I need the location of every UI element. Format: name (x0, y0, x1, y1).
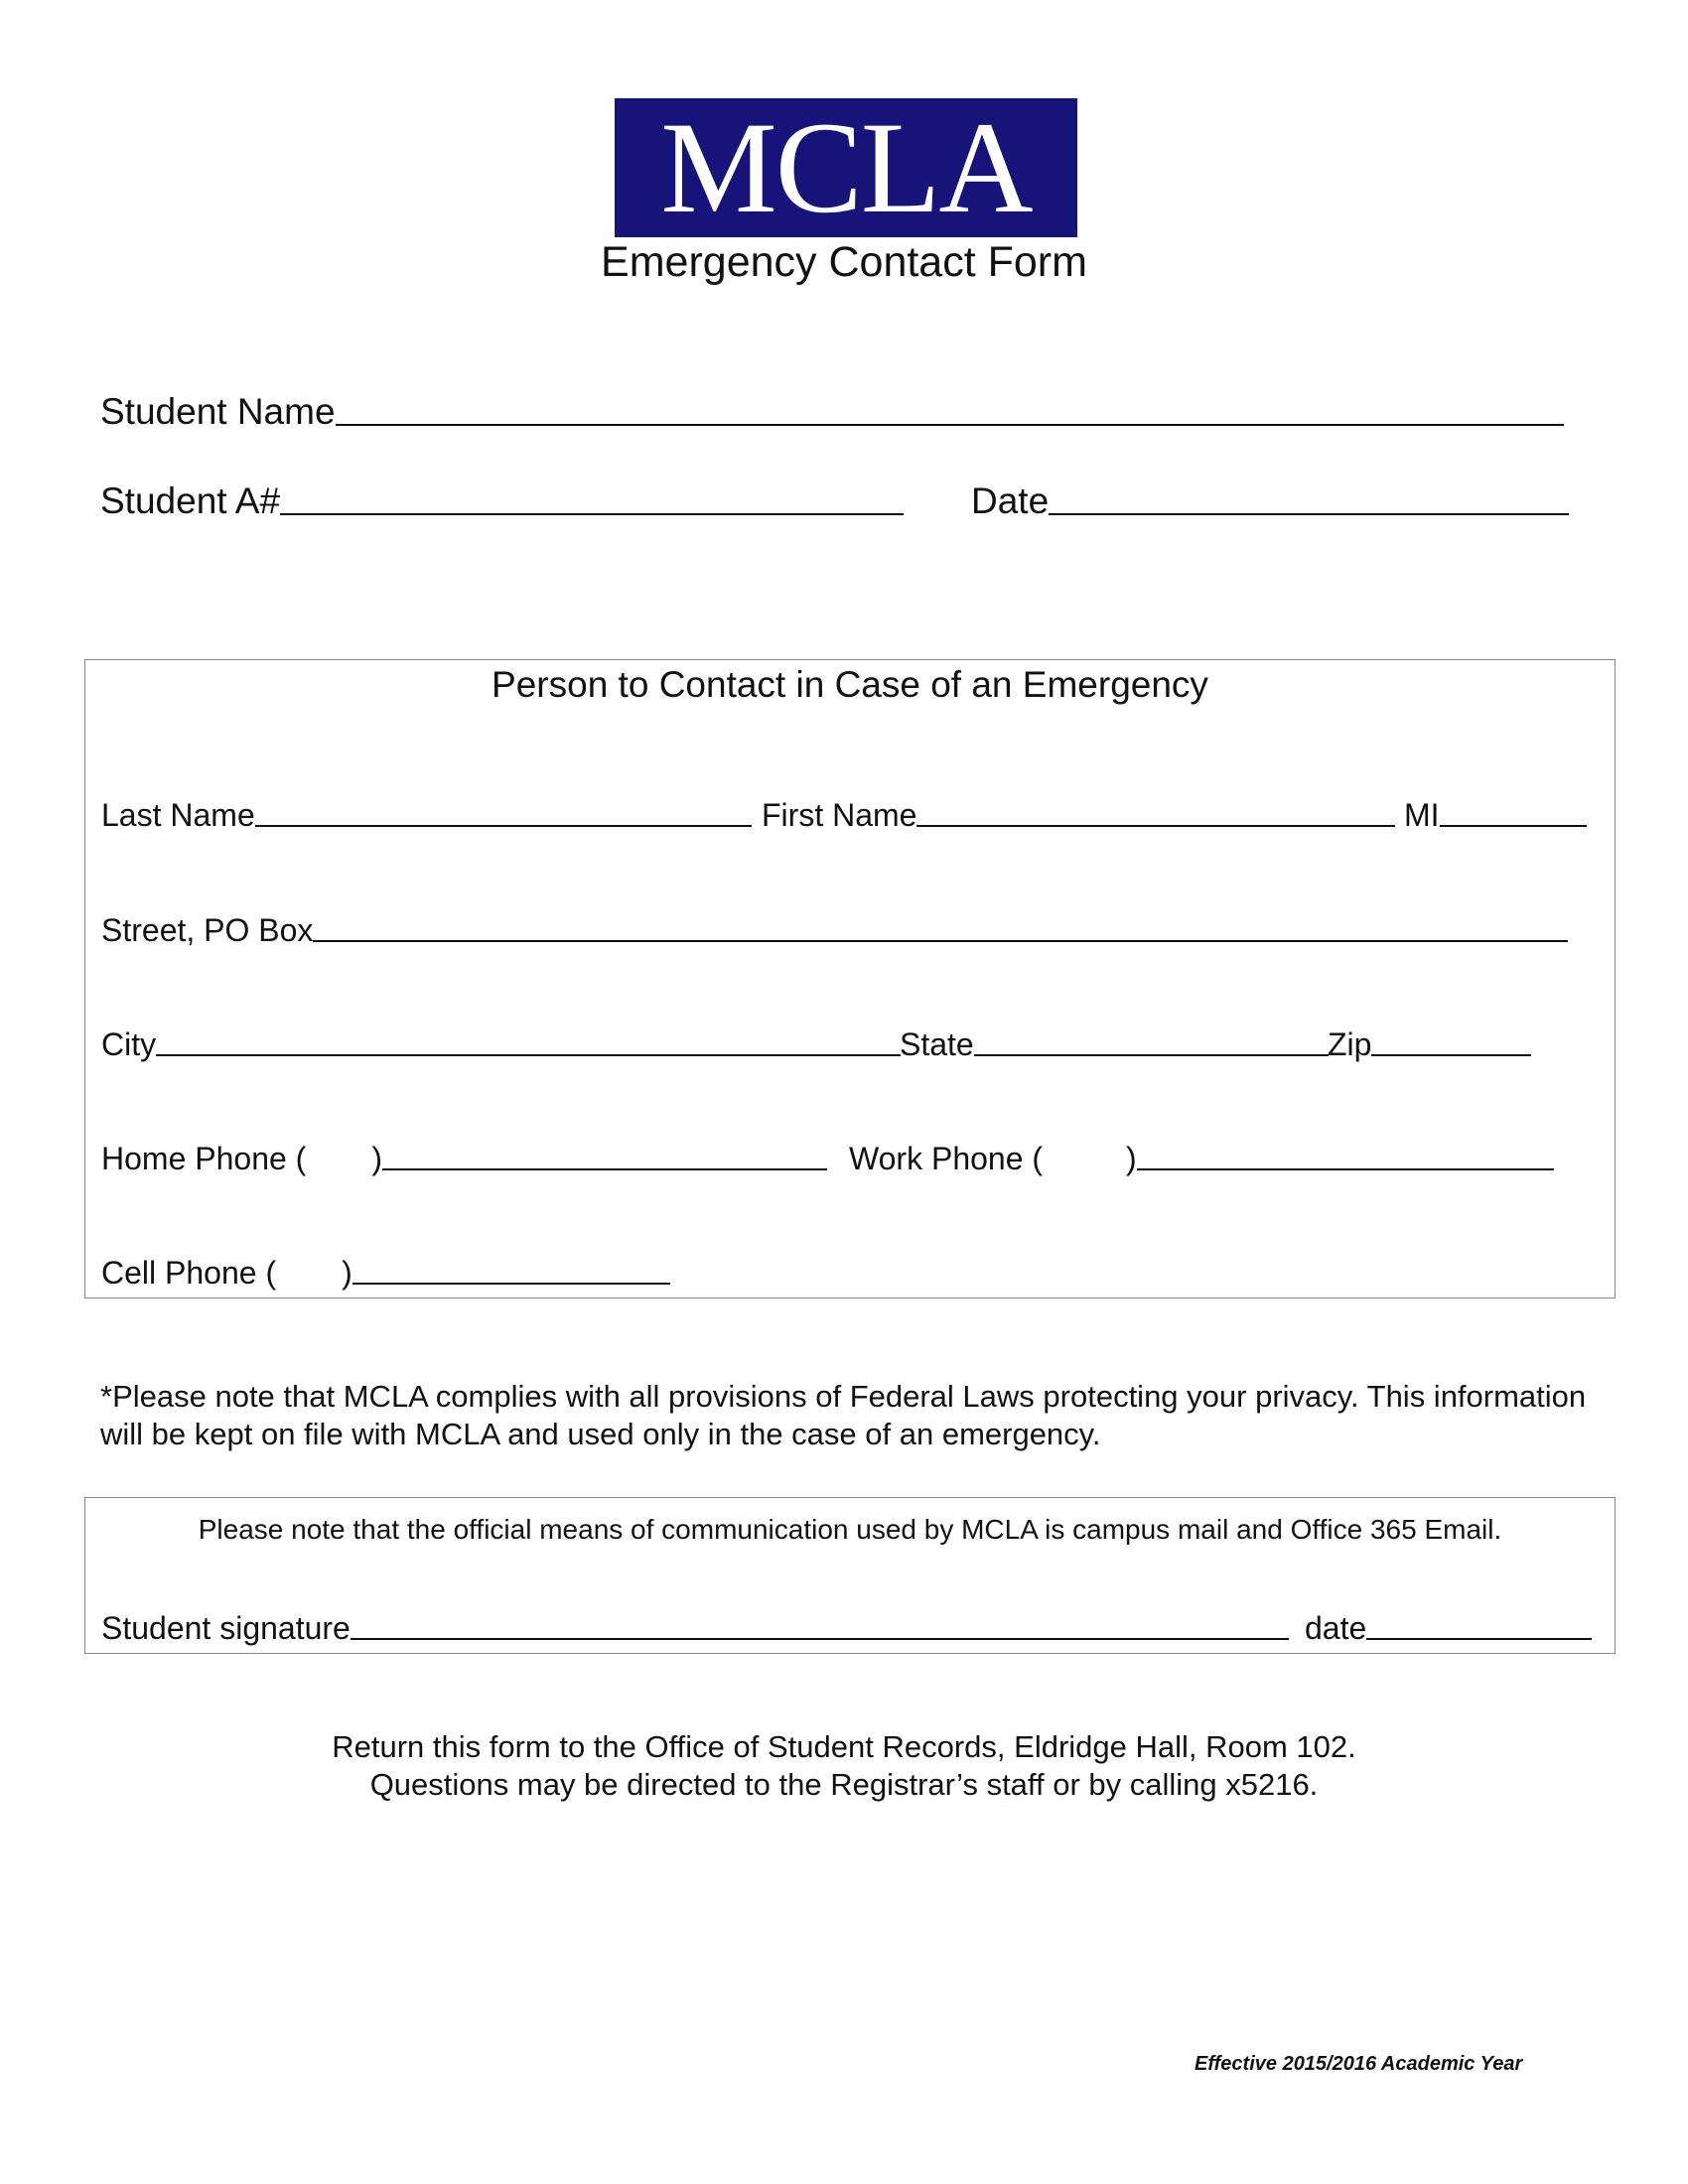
signature-date-line[interactable] (1366, 1636, 1592, 1640)
state-line[interactable] (974, 1052, 1329, 1056)
return-instructions: Return this form to the Office of Student Records, Eldridge Hall, Room 102. (332, 1729, 1356, 1764)
first-name-field[interactable] (762, 799, 1395, 831)
zip-line[interactable] (1371, 1052, 1531, 1056)
student-date-field[interactable] (971, 482, 1569, 519)
logo-text: MCLA (660, 94, 1032, 240)
state-field[interactable] (900, 1028, 1329, 1060)
student-id-label: Student A# (100, 480, 281, 521)
last-name-field[interactable] (101, 799, 752, 831)
signature-field[interactable] (101, 1612, 1289, 1644)
student-id-field[interactable] (100, 482, 904, 519)
effective-year-note: Effective 2015/2016 Academic Year (1195, 2053, 1523, 2075)
city-line[interactable] (156, 1052, 901, 1056)
home-phone-close-paren: ) (371, 1141, 382, 1176)
middle-initial-line[interactable] (1440, 823, 1587, 827)
student-date-label: Date (971, 480, 1050, 521)
mcla-logo (615, 94, 1077, 240)
street-line[interactable] (313, 938, 1568, 942)
zip-label: Zip (1328, 1026, 1372, 1062)
zip-field[interactable] (1328, 1028, 1531, 1060)
home-phone-line[interactable] (382, 1166, 827, 1170)
signature-date-label: date (1305, 1610, 1367, 1646)
page-title: Emergency Contact Form (601, 238, 1087, 286)
cell-phone-close-paren: ) (342, 1255, 352, 1291)
communication-note: Please note that the official means of communication used by MCLA is campus mail and Office 365 Email. (198, 1514, 1502, 1545)
first-name-label: First Name (762, 797, 917, 833)
signature-line[interactable] (351, 1636, 1289, 1640)
last-name-line[interactable] (255, 823, 752, 827)
questions-instructions: Questions may be directed to the Registrar’s staff or by calling x5216. (369, 1767, 1319, 1802)
work-phone-close-paren: ) (1126, 1141, 1137, 1176)
state-label: State (900, 1026, 974, 1062)
cell-phone-line[interactable] (352, 1281, 670, 1285)
student-name-line[interactable] (336, 422, 1564, 426)
home-phone-label: Home Phone ( (101, 1141, 307, 1176)
last-name-label: Last Name (101, 797, 255, 833)
street-label: Street, PO Box (101, 912, 314, 948)
first-name-line[interactable] (916, 823, 1395, 827)
cell-phone-label: Cell Phone ( (101, 1255, 277, 1291)
privacy-note: *Please note that MCLA complies with all provisions of Federal Laws protecting your privacy. This information will be kept on file with MCLA and used only in the case of an emergency. (100, 1379, 1587, 1451)
street-field[interactable] (101, 914, 1568, 946)
signature-date-field[interactable] (1305, 1612, 1592, 1644)
work-phone-label: Work Phone ( (849, 1141, 1044, 1176)
student-name-field[interactable] (100, 393, 1564, 430)
student-date-line[interactable] (1049, 511, 1569, 515)
middle-initial-label: MI (1404, 797, 1440, 833)
city-field[interactable] (101, 1028, 901, 1060)
work-phone-line[interactable] (1137, 1166, 1554, 1170)
work-phone-field[interactable] (849, 1143, 1554, 1174)
middle-initial-field[interactable] (1404, 799, 1587, 831)
emergency-contact-heading: Person to Contact in Case of an Emergency (492, 664, 1208, 705)
cell-phone-field[interactable] (101, 1257, 670, 1289)
student-id-line[interactable] (280, 511, 904, 515)
signature-label: Student signature (101, 1610, 351, 1646)
signature-box (84, 1497, 1616, 1654)
student-name-label: Student Name (100, 391, 336, 432)
home-phone-field[interactable] (101, 1143, 827, 1174)
city-label: City (101, 1026, 157, 1062)
emergency-contact-box (84, 659, 1616, 1298)
